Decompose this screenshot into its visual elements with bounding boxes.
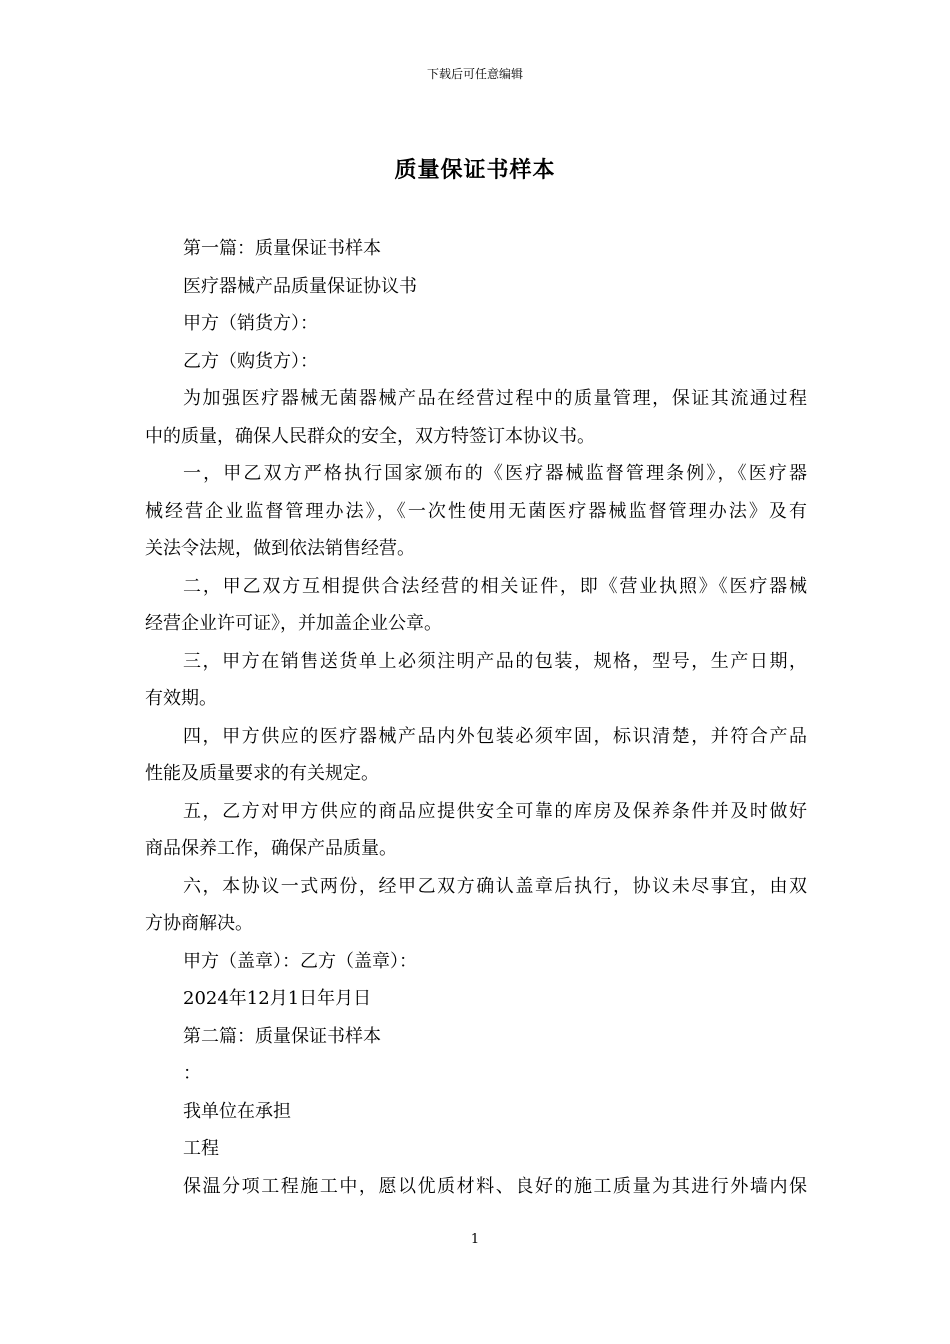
paragraph-line: 经营企业许可证》，并加盖企业公章。 <box>145 613 442 634</box>
page-number: 1 <box>470 1232 480 1247</box>
paragraph-line: 三，甲方在销售送货单上必须注明产品的包装，规格，型号，生产日期， <box>183 650 807 672</box>
paragraph-line: 二，甲乙双方互相提供合法经营的相关证件，即《营业执照》《医疗器械 <box>183 575 807 597</box>
paragraph-line: 一，甲乙双方严格执行国家颁布的《医疗器械监督管理条例》，《医疗器 <box>183 463 807 484</box>
paragraph-line: 械经营企业监督管理办法》，《一次性使用无菌医疗器械监督管理办法》及有 <box>145 500 807 522</box>
section-heading-2: 第二篇：质量保证书样本 <box>183 1025 381 1047</box>
header-note: 下载后可任意编辑 <box>426 67 523 81</box>
paragraph-line: 方协商解决。 <box>145 913 253 934</box>
signature-line: 甲方（盖章）：乙方（盖章）： <box>183 950 417 972</box>
paragraph-line: 四，甲方供应的医疗器械产品内外包装必须牢固，标识清楚，并符合产品 <box>183 725 807 747</box>
paragraph-line: 保温分项工程施工中，愿以优质材料、良好的施工质量为其进行外墙内保 <box>183 1175 807 1197</box>
addressee-line: ： <box>183 1063 201 1084</box>
paragraph-line: 为加强医疗器械无菌器械产品在经营过程中的质量管理，保证其流通过程 <box>183 388 807 409</box>
paragraph-line: 六，本协议一式两份，经甲乙双方确认盖章后执行，协议未尽事宜，由双 <box>183 875 807 897</box>
paragraph-line: 中的质量，确保人民群众的安全，双方特签订本协议书。 <box>145 425 595 447</box>
date-line: 2024年12月1日年月日 <box>183 988 372 1009</box>
section-heading-1: 第一篇：质量保证书样本 <box>183 238 381 259</box>
paragraph-line: 性能及质量要求的有关规定。 <box>145 763 379 784</box>
paragraph-line: 关法令法规，做到依法销售经营。 <box>145 538 415 559</box>
paragraph-line: 五，乙方对甲方供应的商品应提供安全可靠的库房及保养条件并及时做好 <box>183 800 807 822</box>
paragraph-line: 商品保养工作，确保产品质量。 <box>145 838 397 859</box>
document-title: 质量保证书样本 <box>394 157 556 183</box>
paragraph-line: 工程 <box>183 1138 219 1159</box>
paragraph-line: 有效期。 <box>145 688 217 709</box>
agreement-title: 医疗器械产品质量保证协议书 <box>183 275 417 297</box>
party-a-line: 甲方（销货方）： <box>183 313 318 334</box>
document-body <box>145 230 807 1205</box>
party-b-line: 乙方（购货方）： <box>183 350 318 372</box>
paragraph-line: 我单位在承担 <box>183 1100 291 1122</box>
